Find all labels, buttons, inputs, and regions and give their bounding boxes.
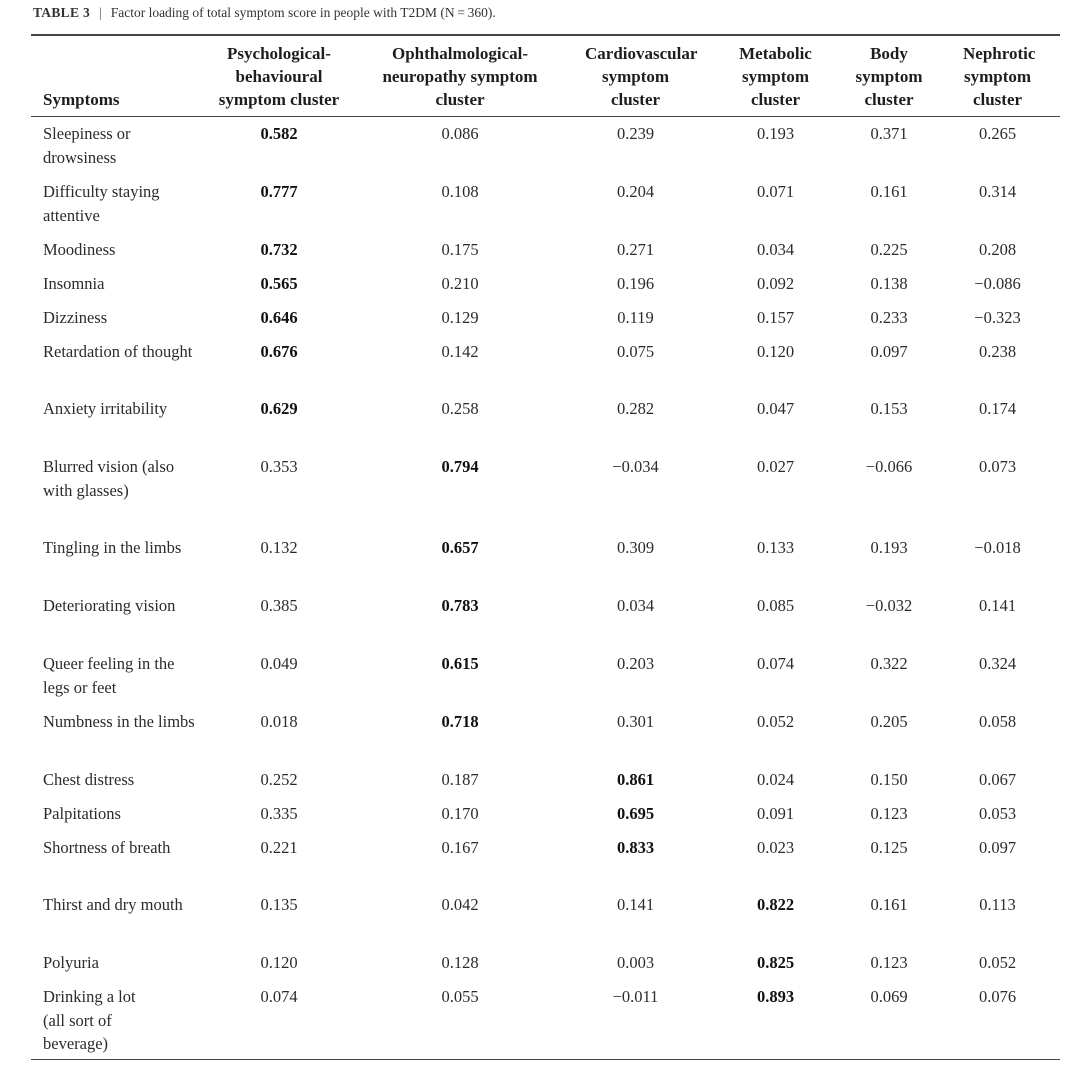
loading-cell-highlighted: 0.646 xyxy=(260,308,298,327)
loading-cell: 0.069 xyxy=(870,987,908,1006)
table-row xyxy=(31,233,1060,267)
loading-cell: 0.205 xyxy=(870,712,908,731)
loading-cell: 0.067 xyxy=(978,770,1017,789)
loading-cell: 0.265 xyxy=(978,124,1017,143)
factor-loading-table xyxy=(31,34,1060,1060)
loading-cell: 0.091 xyxy=(756,804,795,823)
loading-cell: −0.066 xyxy=(865,457,913,476)
loading-cell: 0.174 xyxy=(978,399,1017,418)
loading-cell: 0.092 xyxy=(756,274,795,293)
loading-cell: 0.074 xyxy=(260,987,298,1006)
table-header-row xyxy=(31,35,1060,117)
loading-cell: 0.221 xyxy=(260,838,298,857)
table-row xyxy=(31,797,1060,831)
table-row xyxy=(31,301,1060,335)
loading-cell: 0.128 xyxy=(441,953,479,972)
loading-cell: 0.053 xyxy=(978,804,1017,823)
loading-cell-highlighted: 0.861 xyxy=(616,770,655,789)
loading-cell: 0.108 xyxy=(441,182,479,201)
header-body: Body symptom cluster xyxy=(855,44,923,109)
table-row xyxy=(31,392,1060,450)
loading-cell: −0.086 xyxy=(974,274,1021,293)
loading-cell-highlighted: 0.695 xyxy=(616,804,655,823)
loading-cell-highlighted: 0.629 xyxy=(260,399,298,418)
loading-cell: 0.141 xyxy=(978,596,1017,615)
loading-cell: 0.187 xyxy=(441,770,479,789)
loading-cell: 0.034 xyxy=(616,596,655,615)
caption-text: Factor loading of total symptom score in people with T2DM (N = 360). xyxy=(110,5,496,20)
table-row xyxy=(31,831,1060,888)
loading-cell: 0.204 xyxy=(616,182,655,201)
loading-cell: 0.133 xyxy=(756,538,795,557)
loading-cell: 0.335 xyxy=(260,804,298,823)
symptom-cell: Tingling in the limbs xyxy=(43,538,182,557)
symptom-cell: Dizziness xyxy=(43,308,108,327)
loading-cell: 0.049 xyxy=(260,654,298,673)
table-row xyxy=(31,267,1060,301)
loading-cell: 0.239 xyxy=(616,124,655,143)
loading-cell: 0.125 xyxy=(870,838,908,857)
loading-cell-highlighted: 0.732 xyxy=(260,240,298,259)
loading-cell: 0.157 xyxy=(756,308,795,327)
loading-cell: 0.238 xyxy=(978,342,1017,361)
loading-cell: 0.142 xyxy=(441,342,479,361)
header-ophthalmological-neuropathy: Ophthalmological-neuropathy symptom cluster xyxy=(382,44,538,109)
table-row xyxy=(31,450,1060,531)
loading-cell: 0.027 xyxy=(756,457,795,476)
loading-cell: 0.024 xyxy=(756,770,795,789)
loading-cell: 0.123 xyxy=(870,953,908,972)
symptom-cell: Moodiness xyxy=(43,240,116,259)
symptom-cell: Numbness in the limbs xyxy=(43,712,195,731)
loading-cell: 0.123 xyxy=(870,804,908,823)
loading-cell: −0.018 xyxy=(974,538,1021,557)
loading-cell: 0.309 xyxy=(616,538,655,557)
header-psychological-behavioural: Psychological-behavioural symptom cluster xyxy=(218,44,340,109)
symptom-cell: Chest distress xyxy=(43,770,135,789)
loading-cell: 0.193 xyxy=(870,538,908,557)
table-row xyxy=(31,888,1060,946)
header-metabolic: Metabolic symptom cluster xyxy=(739,44,812,109)
loading-cell: 0.076 xyxy=(978,987,1017,1006)
symptom-cell: Difficulty staying attentive xyxy=(43,182,160,225)
loading-cell-highlighted: 0.825 xyxy=(756,953,795,972)
loading-cell-highlighted: 0.676 xyxy=(260,342,298,361)
symptom-cell: Shortness of breath xyxy=(43,838,171,857)
loading-cell: 0.034 xyxy=(756,240,795,259)
loading-cell: −0.034 xyxy=(612,457,659,476)
table-row xyxy=(31,335,1060,392)
symptom-cell: Drinking a lot (all sort of beverage) xyxy=(43,987,136,1053)
loading-cell: 0.138 xyxy=(870,274,908,293)
loading-cell: 0.086 xyxy=(441,124,479,143)
loading-cell: 0.135 xyxy=(260,895,298,914)
loading-cell: 0.225 xyxy=(870,240,908,259)
factor-loading-table-container xyxy=(31,34,1060,1060)
loading-cell: 0.233 xyxy=(870,308,908,327)
loading-cell: 0.153 xyxy=(870,399,908,418)
loading-cell-highlighted: 0.783 xyxy=(441,596,479,615)
loading-cell: 0.047 xyxy=(756,399,795,418)
header-cardiovascular: Cardiovascular symptom cluster xyxy=(585,44,698,109)
table-row xyxy=(31,531,1060,589)
loading-cell: 0.075 xyxy=(616,342,655,361)
loading-cell: 0.258 xyxy=(441,399,479,418)
loading-cell-highlighted: 0.565 xyxy=(260,274,298,293)
symptom-cell: Anxiety irritability xyxy=(43,399,168,418)
loading-cell: 0.074 xyxy=(756,654,795,673)
symptom-cell: Deteriorating vision xyxy=(43,596,176,615)
loading-cell: 0.385 xyxy=(260,596,298,615)
loading-cell-highlighted: 0.657 xyxy=(441,538,479,557)
loading-cell: 0.353 xyxy=(260,457,298,476)
loading-cell: 0.018 xyxy=(260,712,298,731)
loading-cell: 0.282 xyxy=(616,399,655,418)
table-row xyxy=(31,647,1060,705)
symptom-cell: Polyuria xyxy=(43,953,99,972)
loading-cell: 0.113 xyxy=(979,895,1016,914)
loading-cell: −0.011 xyxy=(612,987,659,1006)
symptom-cell: Insomnia xyxy=(43,274,105,293)
loading-cell: 0.003 xyxy=(616,953,655,972)
symptom-cell: Sleepiness or drowsiness xyxy=(43,124,131,167)
loading-cell-highlighted: 0.893 xyxy=(756,987,795,1006)
loading-cell: 0.170 xyxy=(441,804,479,823)
loading-cell: 0.023 xyxy=(756,838,795,857)
symptom-cell: Queer feeling in the legs or feet xyxy=(43,654,175,697)
table-row xyxy=(31,175,1060,233)
loading-cell: 0.120 xyxy=(260,953,298,972)
header-symptoms: Symptoms xyxy=(43,90,120,109)
loading-cell: −0.323 xyxy=(974,308,1021,327)
loading-cell: 0.210 xyxy=(441,274,479,293)
loading-cell: 0.073 xyxy=(978,457,1017,476)
loading-cell: 0.252 xyxy=(260,770,298,789)
table-row xyxy=(31,589,1060,647)
loading-cell: 0.085 xyxy=(756,596,795,615)
loading-cell: 0.119 xyxy=(617,308,654,327)
loading-cell: 0.167 xyxy=(441,838,479,857)
loading-cell-highlighted: 0.822 xyxy=(756,895,795,914)
loading-cell: 0.042 xyxy=(441,895,479,914)
loading-cell: 0.132 xyxy=(260,538,298,557)
loading-cell: 0.324 xyxy=(978,654,1017,673)
table-row xyxy=(31,946,1060,980)
loading-cell-highlighted: 0.615 xyxy=(441,654,479,673)
loading-cell: 0.208 xyxy=(978,240,1017,259)
table-row xyxy=(31,705,1060,763)
loading-cell: 0.129 xyxy=(441,308,479,327)
symptom-cell: Thirst and dry mouth xyxy=(43,895,183,914)
loading-cell: 0.097 xyxy=(870,342,908,361)
loading-cell: 0.203 xyxy=(616,654,655,673)
loading-cell: 0.120 xyxy=(756,342,795,361)
table-label: TABLE 3 xyxy=(33,5,90,20)
loading-cell: 0.196 xyxy=(616,274,655,293)
table-row xyxy=(31,117,1060,176)
loading-cell: 0.175 xyxy=(441,240,479,259)
loading-cell: 0.052 xyxy=(978,953,1017,972)
loading-cell: 0.058 xyxy=(978,712,1017,731)
loading-cell: 0.161 xyxy=(870,895,908,914)
loading-cell: 0.097 xyxy=(978,838,1017,857)
loading-cell: 0.193 xyxy=(756,124,795,143)
loading-cell: 0.150 xyxy=(870,770,908,789)
symptom-cell: Palpitations xyxy=(43,804,121,823)
loading-cell: 0.371 xyxy=(870,124,908,143)
loading-cell: 0.314 xyxy=(978,182,1017,201)
table-row xyxy=(31,980,1060,1060)
caption-separator: | xyxy=(99,5,102,20)
loading-cell: 0.071 xyxy=(756,182,795,201)
header-nephrotic: Nephrotic symptom cluster xyxy=(963,44,1036,109)
symptom-cell: Blurred vision (also with glasses) xyxy=(43,457,175,500)
table-row xyxy=(31,763,1060,797)
loading-cell: 0.271 xyxy=(616,240,655,259)
loading-cell-highlighted: 0.718 xyxy=(441,712,479,731)
loading-cell-highlighted: 0.777 xyxy=(260,182,298,201)
loading-cell: 0.161 xyxy=(870,182,908,201)
loading-cell-highlighted: 0.582 xyxy=(260,124,298,143)
loading-cell: −0.032 xyxy=(865,596,913,615)
loading-cell: 0.301 xyxy=(616,712,655,731)
loading-cell: 0.141 xyxy=(616,895,655,914)
symptom-cell: Retardation of thought xyxy=(43,342,193,361)
loading-cell: 0.052 xyxy=(756,712,795,731)
loading-cell-highlighted: 0.794 xyxy=(441,457,479,476)
loading-cell-highlighted: 0.833 xyxy=(616,838,655,857)
table-caption xyxy=(33,5,496,21)
loading-cell: 0.055 xyxy=(441,987,479,1006)
table-body xyxy=(31,117,1060,1060)
loading-cell: 0.322 xyxy=(870,654,908,673)
